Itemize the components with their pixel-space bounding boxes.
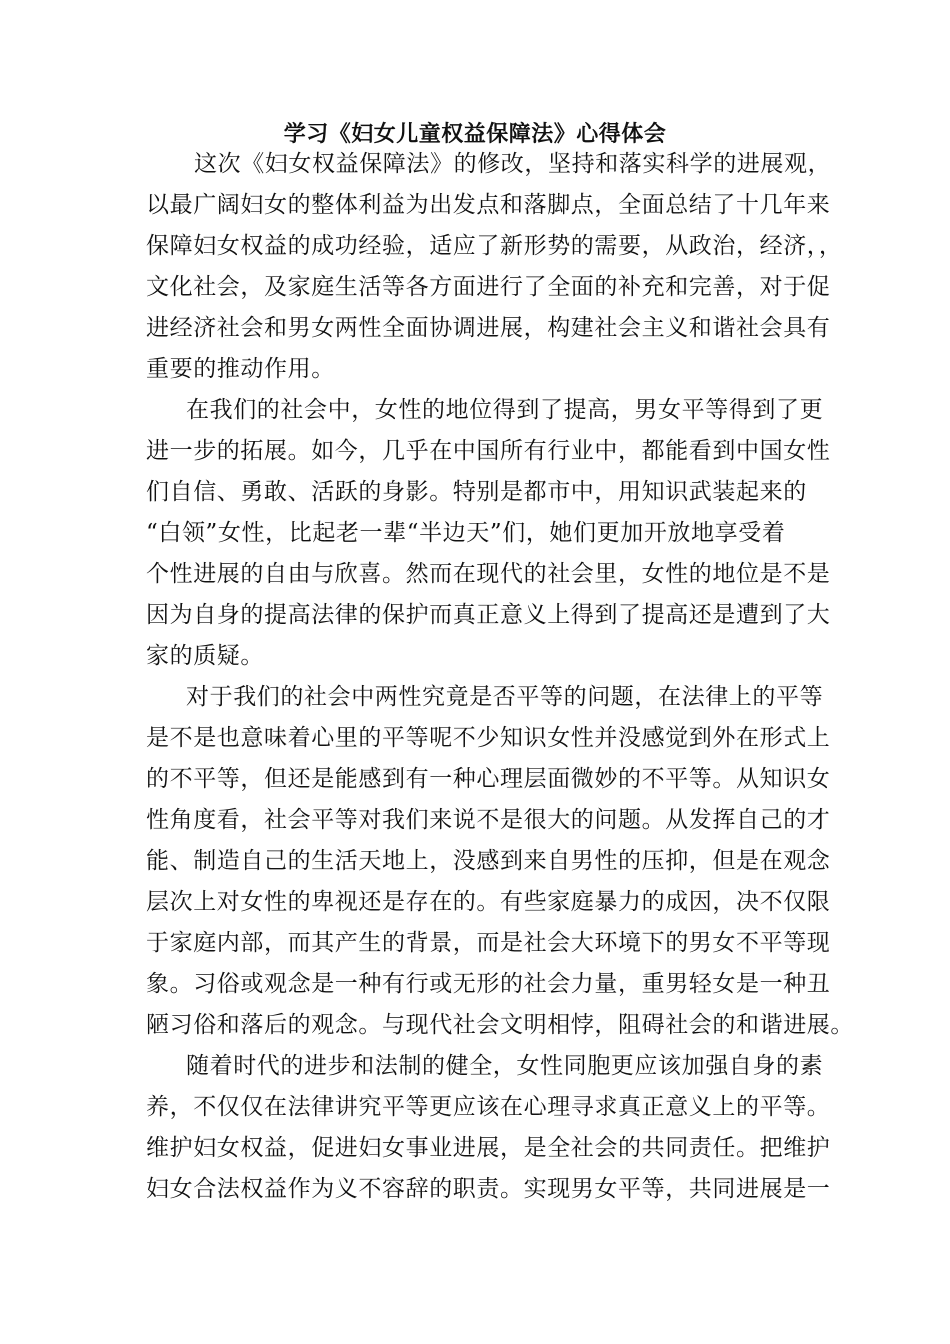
text-line: 维护妇女权益，促进妇女事业进展，是全社会的共同责任。把维护	[146, 1135, 831, 1161]
text-line: 们自信、勇敢、活跃的身影。特别是都市中，用知识武装起来的	[146, 479, 807, 505]
text-line: 家的质疑。	[146, 643, 264, 669]
text-line: 是不是也意味着心里的平等呢不少知识女性并没感觉到外在形式上	[146, 725, 831, 751]
text-line: 这次《妇女权益保障法》的修改，坚持和落实科学的进展观，	[194, 151, 832, 177]
text-line: 层次上对女性的卑视还是存在的。有些家庭暴力的成因，决不仅限	[146, 889, 831, 915]
text-line: 个性进展的自由与欣喜。然而在现代的社会里，女性的地位是不是	[146, 561, 831, 587]
document-title: 学习《妇女儿童权益保障法》心得体会	[283, 121, 667, 147]
document-body	[146, 144, 854, 1210]
text-line: 于家庭内部，而其产生的背景，而是社会大环境下的男女不平等现	[146, 930, 831, 956]
text-line: 妇女合法权益作为义不容辞的职责。实现男女平等，共同进展是一	[146, 1176, 831, 1202]
text-line: 因为自身的提高法律的保护而真正意义上得到了提高还是遭到了大	[146, 602, 831, 628]
text-line: 在我们的社会中，女性的地位得到了提高，男女平等得到了更	[186, 397, 824, 423]
text-line: 能、制造自己的生活天地上，没感到来自男性的压抑，但是在观念	[146, 848, 831, 874]
text-line: 性角度看，社会平等对我们来说不是很大的问题。从发挥自己的才	[146, 807, 831, 833]
text-line: 对于我们的社会中两性究竟是否平等的问题，在法律上的平等	[186, 684, 824, 710]
text-line: 重要的推动作用。	[146, 356, 335, 382]
text-line: 的不平等，但还是能感到有一种心理层面微妙的不平等。从知识女	[146, 766, 831, 792]
text-line: “白领”女性，比起老一辈“半边天”们，她们更加开放地享受着	[146, 520, 786, 546]
text-line: 象。习俗或观念是一种有行或无形的社会力量，重男轻女是一种丑	[146, 971, 831, 997]
text-line: 陋习俗和落后的观念。与现代社会文明相悖，阻碍社会的和谐进展。	[146, 1012, 854, 1038]
text-line: 以最广阔妇女的整体利益为出发点和落脚点，全面总结了十几年来	[146, 192, 831, 218]
text-line: 进一步的拓展。如今，几乎在中国所有行业中，都能看到中国女性	[146, 438, 831, 464]
text-line: 保障妇女权益的成功经验，适应了新形势的需要，从政治，经济，，	[146, 233, 843, 259]
text-line: 进经济社会和男女两性全面协调进展，构建社会主义和谐社会具有	[146, 315, 831, 341]
text-line: 文化社会，及家庭生活等各方面进行了全面的补充和完善，对于促	[146, 274, 831, 300]
text-line: 随着时代的进步和法制的健全，女性同胞更应该加强自身的素	[186, 1053, 824, 1079]
text-line: 养，不仅仅在法律讲究平等更应该在心理寻求真正意义上的平等。	[146, 1094, 831, 1120]
